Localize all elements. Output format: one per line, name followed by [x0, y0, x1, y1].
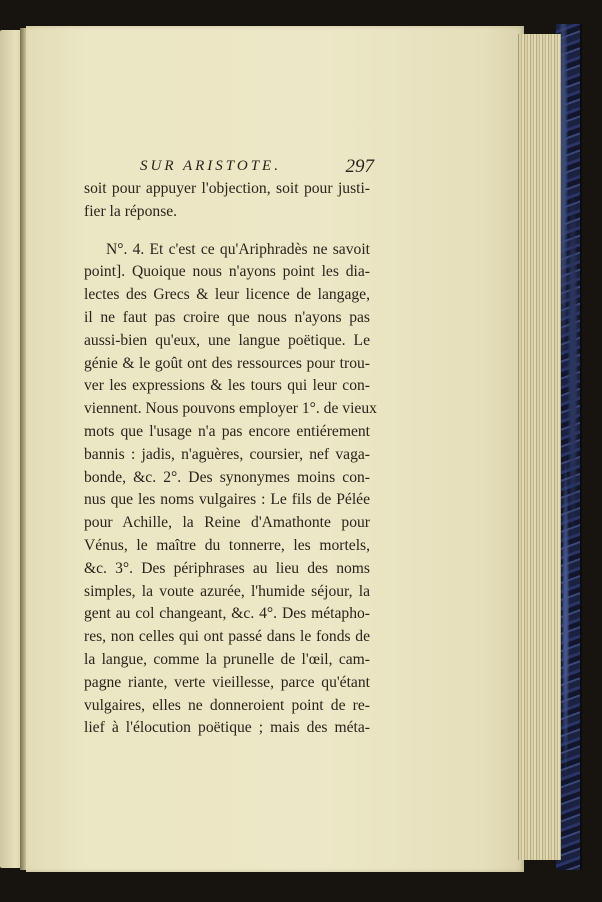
text-line: mots que l'usage n'a pas encore entiérement — [84, 422, 370, 440]
text-line: soit pour appuyer l'objection, soit pour justi- — [84, 180, 370, 197]
text-line: pagne riante, verte vieillesse, parce qu'étant — [84, 673, 370, 691]
text-line: vulgaires, elles ne donneroient point de re- — [84, 696, 370, 714]
facing-page-edge — [0, 30, 22, 868]
text-line: génie & le goût ont des ressources pour trou- — [84, 354, 370, 372]
text-line: bannis : jadis, n'aguères, coursier, nef vaga- — [84, 445, 370, 463]
page-edges — [518, 34, 561, 860]
text-line: nus que les noms vulgaires : Le fils de Pélée — [84, 491, 370, 509]
page-number: 297 — [345, 156, 374, 177]
text-line: pour Achille, la Reine d'Amathonte pour — [84, 514, 370, 532]
text-line: viennent. Nous pouvons employer 1°. de vieux — [84, 400, 377, 418]
text-line: lectes des Grecs & leur licence de langage, — [84, 286, 370, 304]
text-line: fier la réponse. — [84, 202, 178, 220]
text-line: simples, la voute azurée, l'humide séjour, la — [84, 582, 370, 600]
text-line: point]. Quoique nous n'ayons point les dia- — [84, 263, 370, 281]
text-line: res, non celles qui ont passé dans le fonds de — [84, 628, 370, 646]
text-line: la langue, comme la prunelle de l'œil, cam- — [84, 650, 370, 668]
text-line: N°. 4. Et c'est ce qu'Ariphradès ne savoit — [106, 240, 370, 258]
text-line: il ne faut pas croire que nous n'ayons pas — [84, 308, 370, 326]
text-line: &c. 3°. Des périphrases au lieu des noms — [84, 559, 370, 577]
running-title: SUR ARISTOTE. — [140, 158, 281, 174]
text-line: ver les expressions & les tours qui leur con- — [84, 377, 370, 395]
text-line: gent au col changeant, &c. 4°. Des métapho- — [84, 605, 370, 623]
text-line: lief à l'élocution poëtique ; mais des méta- — [84, 719, 370, 737]
text-line: bonde, &c. 2°. Des synonymes moins con- — [84, 468, 370, 486]
text-line: aussi-bien qu'eux, une langue poëtique. Le — [84, 331, 370, 349]
text-line: Vénus, le maître du tonnerre, les mortels, — [84, 536, 370, 554]
body-text — [84, 178, 377, 740]
